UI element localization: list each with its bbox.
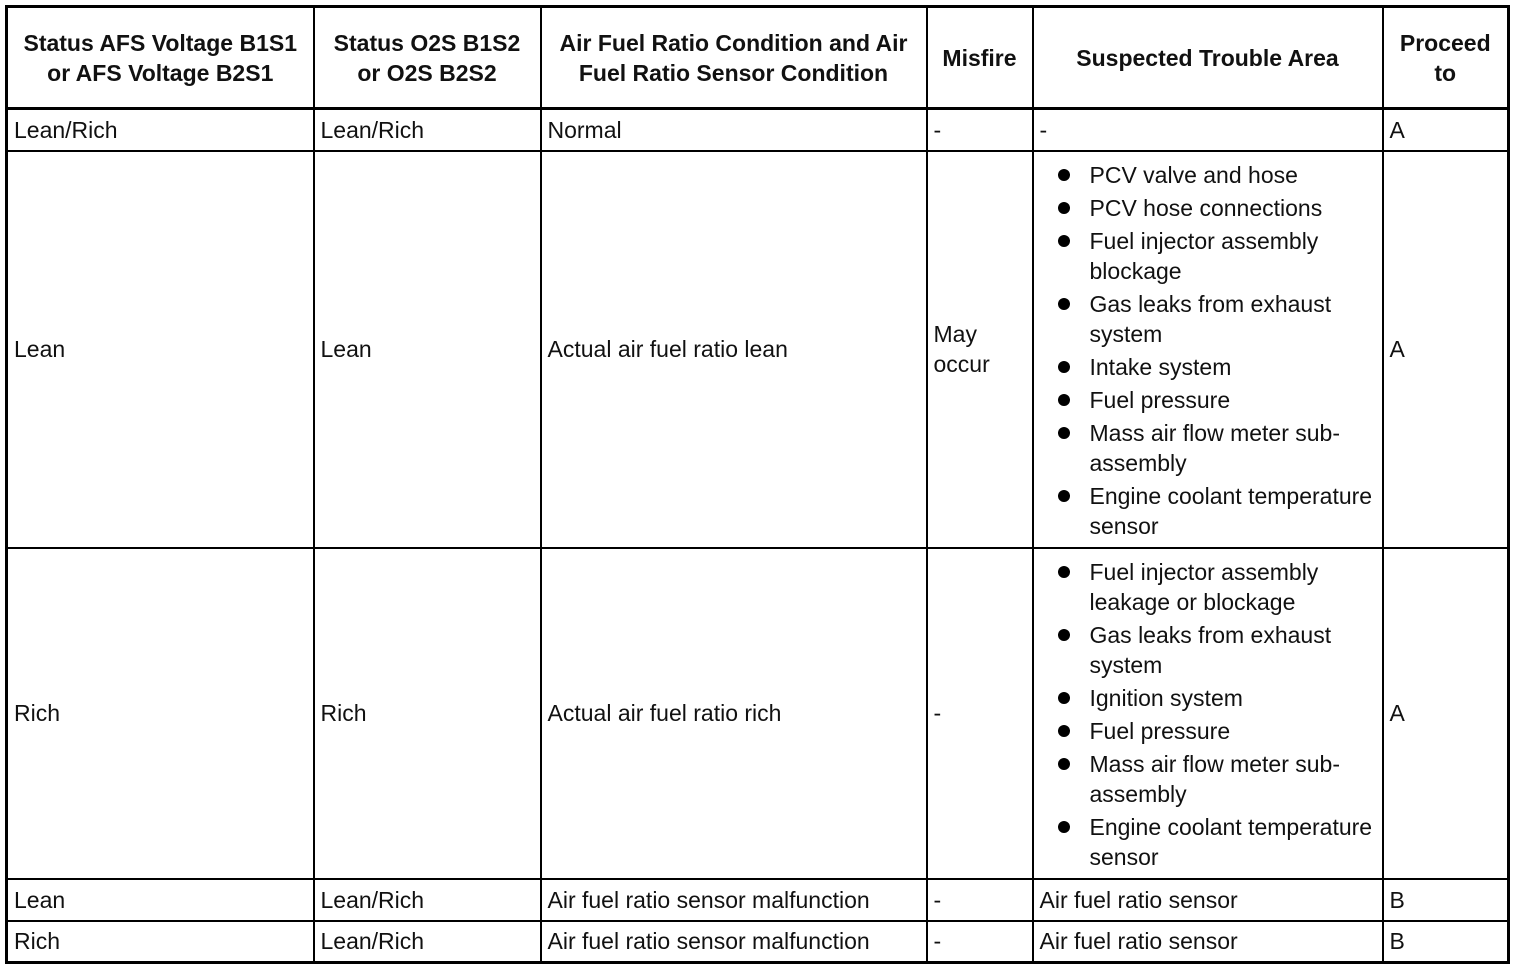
cell-afs: Lean [7, 879, 314, 921]
cell-trouble-area: Air fuel ratio sensor [1033, 921, 1383, 963]
cell-misfire: - [927, 921, 1033, 963]
trouble-area-list [1040, 160, 1376, 541]
cell-condition: Actual air fuel ratio lean [541, 151, 927, 548]
list-item: Engine coolant temperature sensor [1040, 812, 1376, 872]
cell-proceed: B [1383, 879, 1509, 921]
list-item: PCV valve and hose [1040, 160, 1376, 190]
cell-afs: Rich [7, 548, 314, 879]
header-afs-voltage: Status AFS Voltage B1S1 or AFS Voltage B2S1 [7, 7, 314, 109]
cell-o2s: Lean [314, 151, 541, 548]
cell-condition: Normal [541, 109, 927, 151]
cell-condition: Air fuel ratio sensor malfunction [541, 879, 927, 921]
list-item: Fuel pressure [1040, 385, 1376, 415]
cell-o2s: Rich [314, 548, 541, 879]
list-item: Mass air flow meter sub-assembly [1040, 749, 1376, 809]
table-row [7, 109, 1509, 151]
cell-condition: Actual air fuel ratio rich [541, 548, 927, 879]
list-item: Fuel pressure [1040, 716, 1376, 746]
list-item: Mass air flow meter sub-assembly [1040, 418, 1376, 478]
table-row [7, 879, 1509, 921]
cell-misfire: - [927, 879, 1033, 921]
list-item: Gas leaks from exhaust system [1040, 620, 1376, 680]
cell-afs: Rich [7, 921, 314, 963]
list-item: PCV hose connections [1040, 193, 1376, 223]
header-suspected-trouble-area: Suspected Trouble Area [1033, 7, 1383, 109]
cell-trouble-area [1033, 151, 1383, 548]
cell-afs: Lean/Rich [7, 109, 314, 151]
list-item: Ignition system [1040, 683, 1376, 713]
cell-afs: Lean [7, 151, 314, 548]
cell-misfire: - [927, 548, 1033, 879]
cell-proceed: A [1383, 109, 1509, 151]
header-air-fuel-condition: Air Fuel Ratio Condition and Air Fuel Ratio Sensor Condition [541, 7, 927, 109]
table-row [7, 151, 1509, 548]
header-misfire: Misfire [927, 7, 1033, 109]
list-item: Gas leaks from exhaust system [1040, 289, 1376, 349]
list-item: Fuel injector assembly leakage or blockage [1040, 557, 1376, 617]
cell-o2s: Lean/Rich [314, 921, 541, 963]
trouble-area-list [1040, 557, 1376, 872]
cell-trouble-area: - [1033, 109, 1383, 151]
header-row [7, 7, 1509, 109]
list-item: Intake system [1040, 352, 1376, 382]
list-item: Engine coolant temperature sensor [1040, 481, 1376, 541]
cell-o2s: Lean/Rich [314, 879, 541, 921]
troubleshooting-table [5, 5, 1510, 964]
cell-proceed: B [1383, 921, 1509, 963]
table-row [7, 548, 1509, 879]
cell-o2s: Lean/Rich [314, 109, 541, 151]
table-row [7, 921, 1509, 963]
cell-misfire: - [927, 109, 1033, 151]
cell-condition: Air fuel ratio sensor malfunction [541, 921, 927, 963]
header-proceed-to: Proceed to [1383, 7, 1509, 109]
cell-proceed: A [1383, 548, 1509, 879]
cell-proceed: A [1383, 151, 1509, 548]
cell-trouble-area: Air fuel ratio sensor [1033, 879, 1383, 921]
header-o2s-status: Status O2S B1S2 or O2S B2S2 [314, 7, 541, 109]
cell-misfire: May occur [927, 151, 1033, 548]
list-item: Fuel injector assembly blockage [1040, 226, 1376, 286]
cell-trouble-area [1033, 548, 1383, 879]
